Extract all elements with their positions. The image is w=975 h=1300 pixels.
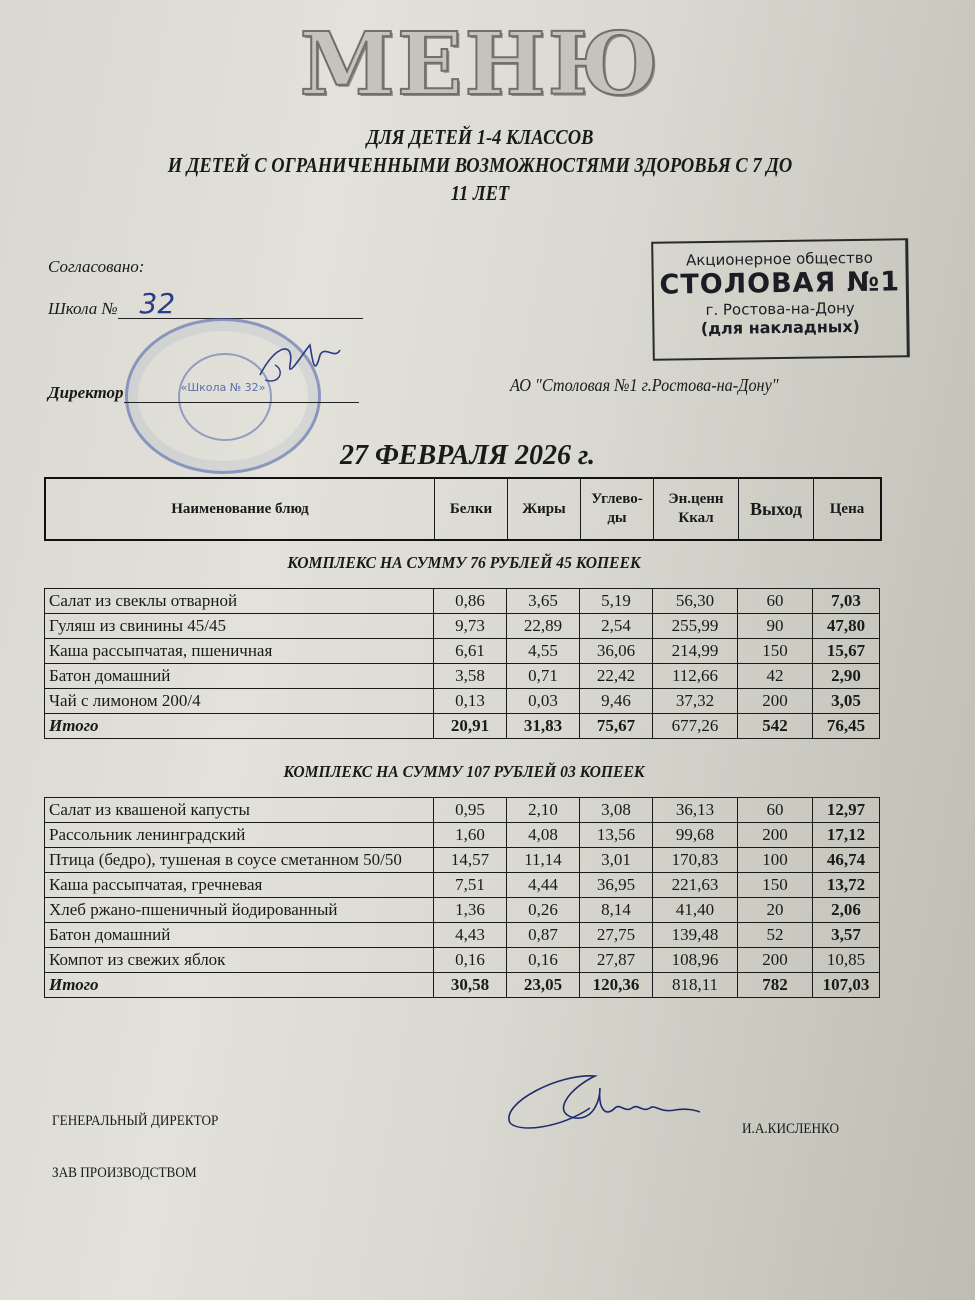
total-price: 107,03 [813, 973, 880, 998]
dish-name: Каша рассыпчатая, гречневая [45, 873, 434, 898]
fat: 0,71 [507, 664, 580, 689]
carbs: 5,19 [580, 589, 653, 614]
fat: 4,44 [507, 873, 580, 898]
header-carbs [581, 478, 654, 540]
header-energy-line2: Ккал [678, 510, 714, 526]
price: 46,74 [813, 848, 880, 873]
carbs: 36,06 [580, 639, 653, 664]
kcal: 255,99 [653, 614, 738, 639]
dish-name: Чай с лимоном 200/4 [45, 689, 434, 714]
carbs: 9,46 [580, 689, 653, 714]
complex-2-title: КОМПЛЕКС НА СУММУ 107 РУБЛЕЙ 03 КОПЕЕК [283, 762, 645, 781]
total-output: 782 [738, 973, 813, 998]
stamp-line-1: Акционерное общество [685, 248, 873, 270]
carbs: 8,14 [580, 898, 653, 923]
protein: 0,86 [434, 589, 507, 614]
kcal: 112,66 [653, 664, 738, 689]
kcal: 41,40 [653, 898, 738, 923]
protein: 0,16 [434, 948, 507, 973]
header-energy [654, 478, 739, 540]
school-field [48, 287, 363, 320]
protein: 9,73 [434, 614, 507, 639]
kcal: 108,96 [653, 948, 738, 973]
total-row [45, 973, 880, 998]
table-row [45, 614, 880, 639]
school-label: Школа № [48, 299, 118, 318]
carbs: 2,54 [580, 614, 653, 639]
stamp-line-3: г. Ростова-на-Дону [705, 298, 855, 320]
carbs: 27,87 [580, 948, 653, 973]
dish-name: Компот из свежих яблок [45, 948, 434, 973]
price: 3,05 [813, 689, 880, 714]
table-row [45, 898, 880, 923]
total-carbs: 75,67 [580, 714, 653, 739]
protein: 0,95 [434, 798, 507, 823]
output: 60 [738, 589, 813, 614]
kcal: 214,99 [653, 639, 738, 664]
price: 3,57 [813, 923, 880, 948]
output: 150 [738, 639, 813, 664]
school-number-line [118, 287, 363, 320]
complex-1-title: КОМПЛЕКС НА СУММУ 76 РУБЛЕЙ 45 КОПЕЕК [287, 553, 641, 572]
dish-name: Салат из квашеной капусты [45, 798, 434, 823]
carbs: 3,01 [580, 848, 653, 873]
company-stamp [651, 238, 910, 361]
table-row [45, 664, 880, 689]
protein: 1,60 [434, 823, 507, 848]
total-protein: 30,58 [434, 973, 507, 998]
table-row [45, 823, 880, 848]
output: 60 [738, 798, 813, 823]
general-director-label: ГЕНЕРАЛЬНЫЙ ДИРЕКТОР [52, 1113, 219, 1129]
price: 2,06 [813, 898, 880, 923]
total-label: Итого [45, 973, 434, 998]
fat: 11,14 [507, 848, 580, 873]
general-director-signature-icon [500, 1068, 700, 1138]
table-row [45, 948, 880, 973]
protein: 7,51 [434, 873, 507, 898]
kcal: 139,48 [653, 923, 738, 948]
dish-name: Каша рассыпчатая, пшеничная [45, 639, 434, 664]
fat: 0,03 [507, 689, 580, 714]
subtitle-line: 11 ЛЕТ [450, 181, 510, 205]
fat: 0,16 [507, 948, 580, 973]
kcal: 37,32 [653, 689, 738, 714]
complex-2-table [44, 797, 880, 998]
table-row [45, 689, 880, 714]
menu-date: 27 ФЕВРАЛЯ 2026 г. [340, 440, 595, 471]
menu-subtitle [93, 123, 867, 207]
total-label: Итого [45, 714, 434, 739]
dish-name: Салат из свеклы отварной [45, 589, 434, 614]
subtitle-line: И ДЕТЕЙ С ОГРАНИЧЕННЫМИ ВОЗМОЖНОСТЯМИ ЗДОРОВЬЯ С 7 ДО [167, 153, 793, 177]
table-row [45, 798, 880, 823]
header-energy-line1: Эн.ценн [668, 491, 724, 507]
dish-name: Батон домашний [45, 664, 434, 689]
dish-name: Хлеб ржано-пшеничный йодированный [45, 898, 434, 923]
school-number: 32 [139, 287, 176, 320]
price: 15,67 [813, 639, 880, 664]
director-signature-line [124, 382, 359, 403]
header-carbs-line1: Углево- [591, 491, 643, 507]
table-row [45, 639, 880, 664]
header-name: Наименование блюд [45, 478, 435, 540]
output: 200 [738, 823, 813, 848]
total-protein: 20,91 [434, 714, 507, 739]
header-price: Цена [814, 478, 882, 540]
carbs: 3,08 [580, 798, 653, 823]
stamp-line-2: СТОЛОВАЯ №1 [659, 266, 901, 301]
output: 90 [738, 614, 813, 639]
price: 17,12 [813, 823, 880, 848]
header-output: Выход [739, 478, 814, 540]
output: 200 [738, 689, 813, 714]
price: 13,72 [813, 873, 880, 898]
output: 52 [738, 923, 813, 948]
company-name: АО "Столовая №1 г.Ростова-на-Дону" [510, 375, 779, 395]
protein: 6,61 [434, 639, 507, 664]
table-row [45, 923, 880, 948]
output: 42 [738, 664, 813, 689]
price: 2,90 [813, 664, 880, 689]
fat: 22,89 [507, 614, 580, 639]
fat: 0,87 [507, 923, 580, 948]
header-carbs-line2: ды [607, 510, 627, 526]
carbs: 13,56 [580, 823, 653, 848]
kcal: 221,63 [653, 873, 738, 898]
header-fat: Жиры [508, 478, 581, 540]
total-price: 76,45 [813, 714, 880, 739]
total-kcal: 818,11 [653, 973, 738, 998]
header-protein: Белки [435, 478, 508, 540]
protein: 0,13 [434, 689, 507, 714]
kcal: 36,13 [653, 798, 738, 823]
subtitle-line: ДЛЯ ДЕТЕЙ 1-4 КЛАССОВ [366, 125, 594, 149]
fat: 2,10 [507, 798, 580, 823]
table-row [45, 589, 880, 614]
price: 7,03 [813, 589, 880, 614]
price: 47,80 [813, 614, 880, 639]
kcal: 99,68 [653, 823, 738, 848]
stamp-line-4: (для накладных) [700, 316, 861, 339]
total-row [45, 714, 880, 739]
protein: 3,58 [434, 664, 507, 689]
kcal: 170,83 [653, 848, 738, 873]
protein: 1,36 [434, 898, 507, 923]
table-row [45, 848, 880, 873]
director-label: Директор [48, 383, 124, 402]
output: 20 [738, 898, 813, 923]
table-header [44, 477, 882, 541]
fat: 0,26 [507, 898, 580, 923]
price: 12,97 [813, 798, 880, 823]
protein: 14,57 [434, 848, 507, 873]
table-row [45, 873, 880, 898]
fat: 4,08 [507, 823, 580, 848]
carbs: 22,42 [580, 664, 653, 689]
dish-name: Птица (бедро), тушеная в соусе сметанном 50/50 [45, 848, 434, 873]
menu-title: МЕНЮ [299, 14, 661, 115]
director-field [48, 382, 359, 403]
total-carbs: 120,36 [580, 973, 653, 998]
kcal: 56,30 [653, 589, 738, 614]
dish-name: Рассольник ленинградский [45, 823, 434, 848]
seal-text: «Школа № 32» [180, 381, 266, 394]
fat: 3,65 [507, 589, 580, 614]
output: 150 [738, 873, 813, 898]
agreed-label: Согласовано: [48, 257, 145, 276]
dish-name: Гуляш из свинины 45/45 [45, 614, 434, 639]
dish-name: Батон домашний [45, 923, 434, 948]
carbs: 27,75 [580, 923, 653, 948]
total-output: 542 [738, 714, 813, 739]
general-director-name: И.А.КИСЛЕНКО [742, 1121, 840, 1137]
production-head-label: ЗАВ ПРОИЗВОДСТВОМ [52, 1165, 197, 1181]
protein: 4,43 [434, 923, 507, 948]
output: 200 [738, 948, 813, 973]
complex-1-table [44, 588, 880, 739]
fat: 4,55 [507, 639, 580, 664]
price: 10,85 [813, 948, 880, 973]
total-kcal: 677,26 [653, 714, 738, 739]
total-fat: 31,83 [507, 714, 580, 739]
carbs: 36,95 [580, 873, 653, 898]
total-fat: 23,05 [507, 973, 580, 998]
output: 100 [738, 848, 813, 873]
